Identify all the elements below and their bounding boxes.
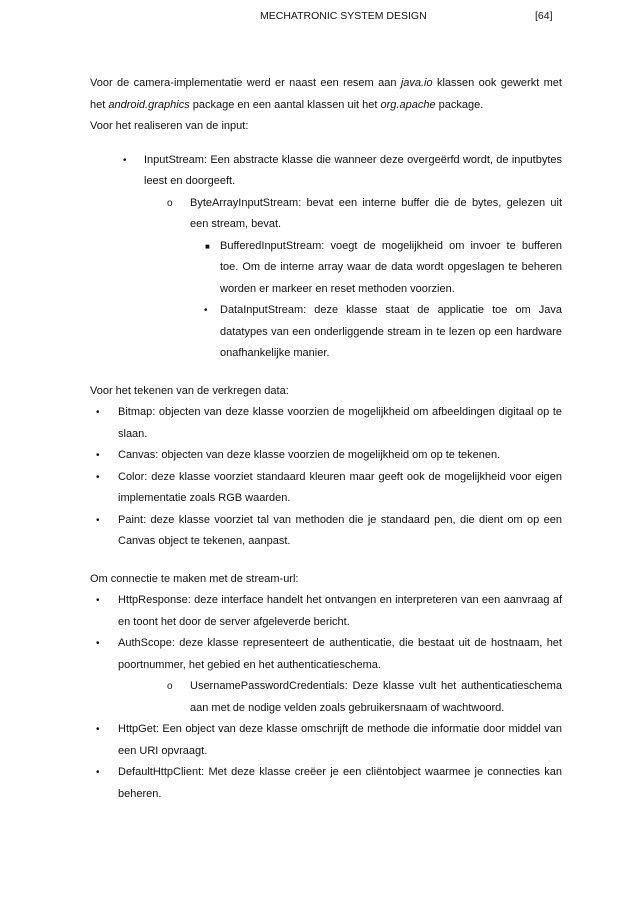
list-item-defaulthttpclient <box>90 762 562 805</box>
list-item-text: AuthScope: deze klasse representeert de authenticatie, die bestaat uit de hostnaam, het poortnummer, het gebied en het authenticatieschema. <box>118 637 562 671</box>
bullet-marker: • <box>96 638 100 649</box>
list-item-text: Color: deze klasse voorziet standaard kleuren maar geeft ook de mogelijkheid voor eigen implementatie zoals RGB waarden. <box>118 470 562 504</box>
list-item-inputstream <box>90 150 562 193</box>
input-list <box>90 150 562 365</box>
draw-heading: Voor het tekenen van de verkregen data: <box>90 384 289 397</box>
list-item-text: Canvas: objecten van deze klasse voorzien de mogelijkheid om op te tekenen. <box>118 449 501 461</box>
list-item-bitmap <box>90 402 562 445</box>
connect-heading: Om connectie te maken met de stream-url: <box>90 572 299 585</box>
intro-org-apache: org.apache <box>380 98 436 111</box>
page-header <box>0 10 638 30</box>
bullet-marker: • <box>96 514 100 526</box>
list-item-color <box>90 467 562 510</box>
header-title: MECHATRONIC SYSTEM DESIGN <box>260 10 427 22</box>
bullet-marker: • <box>204 305 208 316</box>
bullet-marker: • <box>96 471 100 483</box>
intro-text: klassen ook gewerkt met het <box>90 77 562 111</box>
connect-list <box>90 590 562 805</box>
list-item-text: InputStream: Een abstracte klasse die wanneer deze overgeërfd wordt, de inputbytes leest en doorgeeft. <box>144 153 562 187</box>
bullet-marker: • <box>96 450 100 461</box>
page-number: [64] <box>535 10 553 22</box>
list-item-text: DefaultHttpClient: Met deze klasse creëer je een cliëntobject waarmee je connecties kan beheren. <box>118 766 562 800</box>
list-item-text: BufferedInputStream: voegt de mogelijkheid om invoer te bufferen toe. Om de interne array waar de data wordt opgeslagen te beheren worden er markeer en reset methoden voorzien. <box>220 239 562 295</box>
list-item-httpget <box>90 719 562 762</box>
list-item-text: Bitmap: objecten van deze klasse voorzien de mogelijkheid om afbeeldingen digitaal op te slaan. <box>118 406 562 440</box>
bullet-marker: • <box>96 767 100 778</box>
intro-text: package en een aantal klassen uit het <box>189 98 381 111</box>
list-item-text: DataInputStream: deze klasse staat de applicatie toe om Java datatypes van een onderliggende stream in te lezen op een hardware onafhankelijke manier. <box>220 304 562 359</box>
list-item-bufferedinputstream <box>90 236 562 301</box>
list-item-text: HttpGet: Een object van deze klasse omschrijft de methode die informatie door middel van een URI opvraagt. <box>118 723 562 757</box>
draw-list <box>90 402 562 553</box>
list-item-httpresponse <box>90 590 562 633</box>
list-item-bytearrayinputstream <box>90 193 562 236</box>
intro-text: package. <box>435 98 484 111</box>
bullet-marker: • <box>96 595 100 606</box>
input-heading: Voor het realiseren van de input: <box>90 120 249 132</box>
intro-android-graphics: android.graphics <box>108 98 190 111</box>
list-item-datainputstream <box>90 300 562 365</box>
list-item-text: UsernamePasswordCredentials: Deze klasse vult het authenticatieschema aan met de nodige velden zoals gebruikersnaam of wachtwoord. <box>190 680 562 714</box>
bullet-marker: • <box>123 154 127 166</box>
document-body <box>90 73 562 805</box>
list-item-text: ByteArrayInputStream: bevat een interne buffer die de bytes, gelezen uit een stream, bevat. <box>190 196 562 230</box>
list-item-canvas <box>90 445 562 467</box>
bullet-marker: • <box>96 724 100 735</box>
bullet-marker: • <box>96 407 100 418</box>
intro-java-io: java.io <box>400 77 433 89</box>
list-item-credentials <box>90 676 562 719</box>
list-item-text: HttpResponse: deze interface handelt het ontvangen en interpreteren van een aanvraag af en toont het door de server afgeleverde bericht. <box>118 594 562 628</box>
intro-paragraph <box>90 73 562 116</box>
intro-text: Voor de camera-implementatie werd er naast een resem aan <box>90 77 401 89</box>
list-item-text: Paint: deze klasse voorziet tal van methoden die je standaard pen, die dient om op een Canvas object te tekenen, aanpast. <box>118 513 562 547</box>
circle-marker: o <box>167 681 173 692</box>
circle-marker: o <box>167 197 173 209</box>
list-item-authscope <box>90 633 562 676</box>
square-marker: ■ <box>205 241 210 251</box>
list-item-paint <box>90 510 562 553</box>
